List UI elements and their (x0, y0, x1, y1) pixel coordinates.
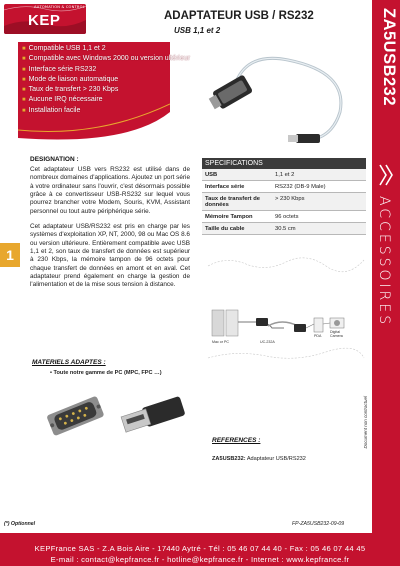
logo-text: KEP (28, 12, 61, 29)
designation-heading: DESIGNATION : (30, 156, 79, 163)
chevron-icon (378, 162, 394, 188)
product-code: ZA5USB232 (380, 8, 398, 107)
table-row (202, 193, 366, 211)
feature-list (22, 44, 190, 116)
feature-item: ■ Compatible USB 1,1 et 2 (22, 45, 106, 52)
spec-value: > 230 Kbps (272, 193, 366, 211)
logo-tagline: AUTOMATION & CONTROL (34, 5, 85, 9)
page-title: ADAPTATEUR USB / RS232 (164, 10, 314, 22)
usb-connector-image (118, 387, 188, 442)
diagram-label-cable: UC-232A (260, 340, 275, 344)
feature-item: ■ Aucune IRQ nécessaire (22, 96, 103, 104)
references-heading: REFERENCES : (212, 437, 261, 444)
spec-value: RS232 (DB-9 Male) (272, 181, 366, 193)
connection-diagram-graphic (206, 254, 366, 362)
materiels-item: • Toute notre gamme de PC (MPC, FPC …) (50, 370, 162, 376)
doc-note: Document non contractuel (363, 396, 368, 449)
designation-paragraph: Cet adaptateur USB/RS232 est pris en charge par les systèmes d'exploitation XP, NT, 2000, 98 ou Mac OS 8.6 ou version ultérieure. Entièrement compatible avec USB 1,1 et 2, son taux de transfert de données est supérieur à 230 Kbps, la mémoire tampon de 96 octets pour chaque transfert de données en amont et en aval. Cet adaptateur prend également en charge la gestion de l'alimentation et de la mise sous tension à distance. (30, 223, 190, 289)
designation-text (30, 166, 190, 297)
footer-address: KEPFrance SAS - Z.A Bois Aire - 17440 Aytré - Tél : 05 46 07 44 40 - Fax : 05 46 07 44 45 (34, 544, 366, 553)
footer-contact: E-mail : contact@kepfrance.fr - hotline@kepfrance.fr - Internet : www.kepfrance.fr (50, 555, 350, 564)
product-image (208, 42, 358, 147)
doc-code: FP-ZA5USB232-09-09 (292, 521, 345, 527)
feature-item: ■ Taux de transfert > 230 Kbps (22, 86, 119, 94)
specifications-heading: SPECIFICATIONS (202, 158, 366, 169)
feature-item: ■ Mode de liaison automatique (22, 75, 119, 83)
spec-key: Interface série (202, 181, 272, 193)
table-row (202, 211, 366, 223)
table-row (202, 223, 366, 235)
spec-value: 30.5 cm (272, 223, 366, 235)
reference-code: ZA5USB232: (212, 456, 246, 462)
feature-item: ■ Compatible avec Windows 2000 ou version ultérieur (22, 55, 191, 63)
reference-line (212, 456, 306, 462)
diagram-label-pc: Mac or PC (212, 340, 229, 344)
reference-label: Adaptateur USB/RS232 (246, 456, 306, 462)
kep-logo (4, 4, 86, 34)
spec-value: 96 octets (272, 211, 366, 223)
page-subtitle: USB 1,1 et 2 (174, 26, 221, 35)
diagram-label-camera: Digital Camera (330, 330, 343, 338)
specifications-table (202, 158, 366, 235)
table-row (202, 169, 366, 181)
spec-value: 1,1 et 2 (272, 169, 366, 181)
diagram-label-pda: PDA (314, 334, 322, 338)
page-number-tab: 1 (0, 243, 20, 267)
feature-item: ■ Interface série RS232 (22, 65, 97, 73)
spec-key: Mémoire Tampon (202, 211, 272, 223)
side-band (372, 0, 400, 566)
spec-key: Taille du cable (202, 223, 272, 235)
footer (0, 533, 400, 566)
db9-connector-image (44, 387, 106, 442)
footnote: (*) Optionnel (4, 521, 36, 527)
designation-paragraph: Cet adaptateur USB vers RS232 est utilisé dans de nombreux domaines d'applications. Ajoutez un port série à votre ordinateur sans l'ouvrir, c'est désormais possible grâce à ce convertisseur USB-RS232 sur lequel vous pourrez brancher votre Modem, Souris, KVM, Assistant personnel ou tout autre périphérique série. (30, 166, 191, 215)
spec-key: Taux de transfert de données (202, 193, 272, 211)
feature-item: ■ Installation facile (22, 106, 81, 114)
category-label: ACCESSOIRES (376, 196, 392, 328)
table-row (202, 181, 366, 193)
connection-diagram (206, 254, 366, 362)
spec-key: USB (202, 169, 272, 181)
materiels-heading: MATERIELS ADAPTES : (32, 359, 106, 366)
